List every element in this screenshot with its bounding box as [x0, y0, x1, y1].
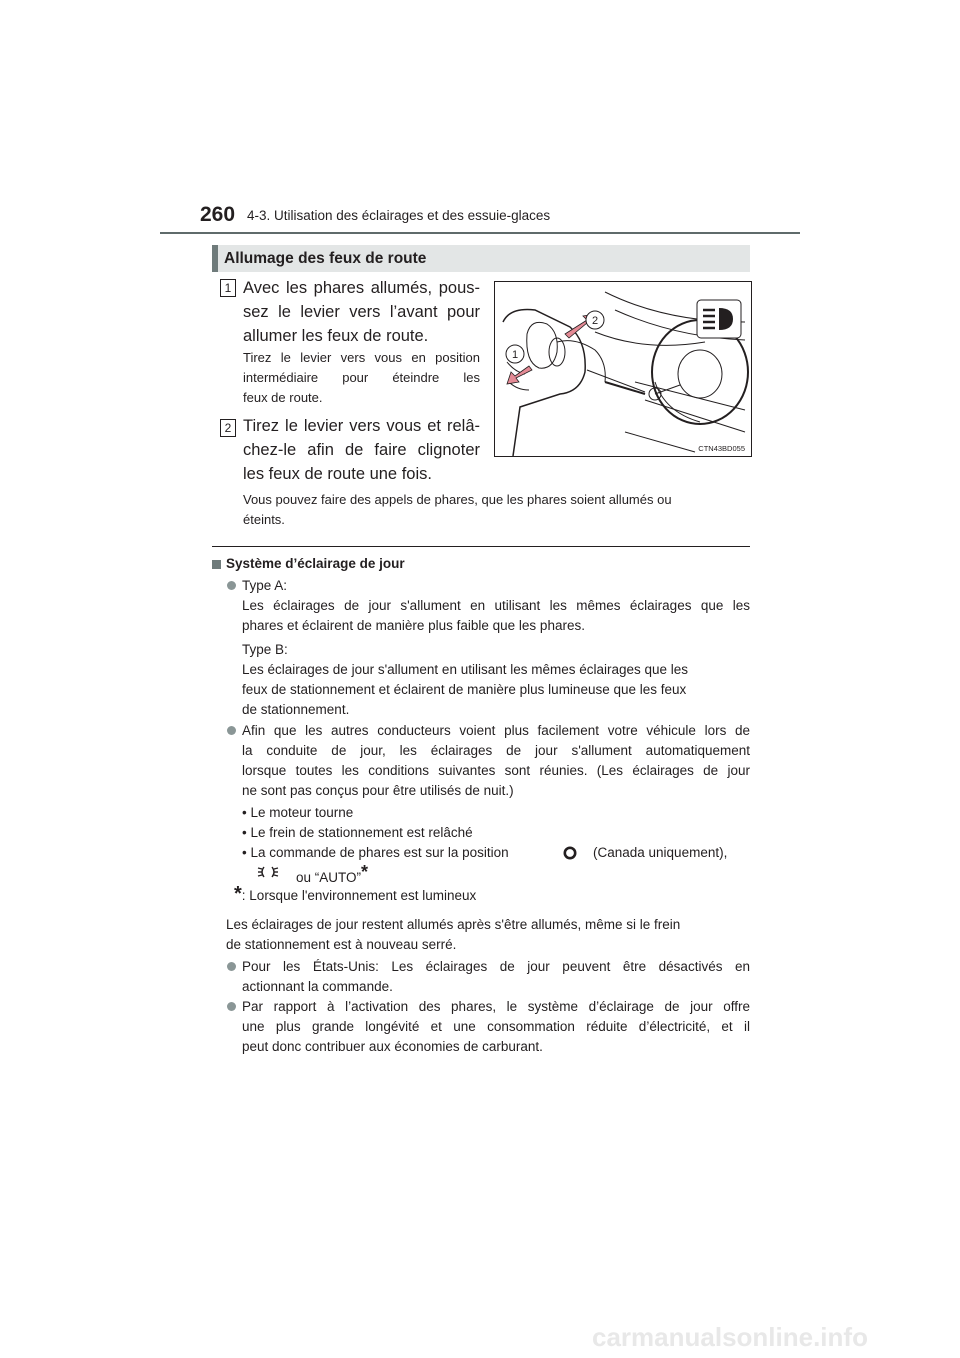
step-1-sub-line-2: intermédiaire pour éteindre les — [243, 370, 480, 385]
step-1-sub-line-1: Tirez le levier vers vous en position — [243, 350, 480, 365]
square-bullet-icon — [212, 560, 221, 569]
step-2-number: 2 — [220, 419, 236, 437]
step-2-sub-line-2: éteints. — [243, 512, 285, 527]
step-2-line-2: chez-le afin de faire clignoter — [243, 441, 480, 459]
bullet-dot-icon — [227, 726, 236, 735]
dash-line-3 — [595, 332, 705, 345]
chapter-title: 4-3. Utilisation des éclairages et des essuie-glaces — [247, 208, 551, 223]
par-line-3: peut donc contribuer aux économies de carburant. — [242, 1039, 543, 1054]
header-divider — [160, 232, 800, 234]
light-off-position-icon — [562, 846, 578, 865]
type-b-line-3: de stationnement. — [242, 702, 350, 717]
headlight-lever-illustration — [494, 281, 752, 457]
bullet-dot-icon — [227, 962, 236, 971]
step-1-subtext — [243, 348, 480, 408]
lever-illustration-svg — [495, 282, 751, 456]
dash-line-5 — [645, 400, 745, 432]
footnote-marker: * — [361, 862, 369, 882]
type-b-line-1: Les éclairages de jour s'allument en utilisant les mêmes éclairages que les — [242, 662, 689, 677]
daytime-heading: Système d’éclairage de jour — [226, 556, 405, 571]
lever-stalk — [605, 382, 645, 394]
footnote — [234, 884, 476, 906]
step-1-line-3: allumer les feux de route. — [243, 327, 429, 345]
step-2-line-3: les feux de route une fois. — [243, 465, 432, 483]
bullet-dot-icon — [227, 581, 236, 590]
callout-1-label: 1 — [511, 349, 519, 361]
par-line-1: Par rapport à l’activation des phares, le système d’éclairage de jour offre — [242, 999, 750, 1014]
rest-line-2: de stationnement est à nouveau serré. — [226, 937, 457, 952]
footnote-asterisk: * — [234, 883, 242, 905]
step-2-subtext — [243, 490, 753, 530]
type-b-label: Type B: — [242, 642, 288, 657]
callout-2-label: 2 — [591, 315, 599, 327]
section-divider — [212, 546, 750, 547]
condition-1: • Le moteur tourne — [242, 805, 354, 820]
afin-line-1: Afin que les autres conducteurs voient plus facilement votre véhicule lors de — [242, 723, 750, 738]
section-bar-accent — [212, 245, 218, 272]
step-2-sub-line-1: Vous pouvez faire des appels de phares, que les phares soient allumés ou — [243, 492, 672, 507]
step-1-text — [243, 276, 480, 348]
section-title: Allumage des feux de route — [224, 250, 427, 267]
condition-3-auto: ou “AUTO” — [296, 870, 362, 885]
us-block — [242, 957, 750, 997]
us-line-1: Pour les États-Unis: Les éclairages de jour peuvent être désactivés en — [242, 959, 750, 974]
step-2-line-1: Tirez le levier vers vous et relâ- — [243, 417, 480, 435]
us-line-2: actionnant la commande. — [242, 979, 393, 994]
step-1-line-2: sez le levier vers l’avant pour — [243, 303, 480, 321]
type-a-line-1: Les éclairages de jour s'allument en utilisant les mêmes éclairages que les — [242, 598, 750, 613]
rest-line-1: Les éclairages de jour restent allumés après s'être allumés, même si le frein — [226, 917, 681, 932]
lever-end — [527, 322, 558, 368]
pointer-line — [587, 370, 645, 392]
rest-block — [226, 915, 750, 955]
type-a-line-2: phares et éclairent de manière plus faible que les phares. — [242, 618, 585, 633]
afin-block — [242, 721, 750, 801]
step-1-number: 1 — [220, 279, 236, 297]
step-2-text — [243, 414, 480, 486]
watermark: carmanualsonline.info — [592, 1322, 868, 1352]
type-b-block — [242, 640, 750, 720]
condition-2: • Le frein de stationnement est relâché — [242, 825, 473, 840]
par-line-2: une plus grande longévité et une consommation réduite d’électricité, et il — [242, 1019, 750, 1034]
type-b-line-2: feux de stationnement et éclairent de manière plus lumineuse que les feux — [242, 682, 687, 697]
dash-line-6 — [625, 432, 695, 452]
figure-code: CTN43BD055 — [698, 444, 745, 453]
type-a-label: Type A: — [242, 578, 288, 593]
tail-light-icon — [257, 865, 279, 884]
condition-3-part-a: • La commande de phares est sur la position — [242, 845, 509, 860]
steering-hub — [678, 350, 722, 398]
afin-line-4: ne sont pas conçus pour être utilisés de nuit.) — [242, 783, 514, 798]
condition-3-part-b: (Canada uniquement), — [593, 845, 728, 860]
step-1-line-1: Avec les phares allumés, pous- — [243, 279, 480, 297]
page-number: 260 — [200, 203, 236, 226]
afin-line-2: la conduite de jour, les éclairages de jour s'allument automatiquement — [242, 743, 750, 758]
step-1-sub-line-3: feux de route. — [243, 390, 323, 405]
footnote-text: : Lorsque l'environnement est lumineux — [241, 888, 477, 903]
afin-line-3: lorsque toutes les conditions suivantes sont réunies. (Les éclairages de jour — [242, 763, 750, 778]
bullet-dot-icon — [227, 1002, 236, 1011]
arrow-backward — [507, 366, 532, 384]
par-block — [242, 997, 750, 1057]
type-a-block — [242, 576, 750, 636]
